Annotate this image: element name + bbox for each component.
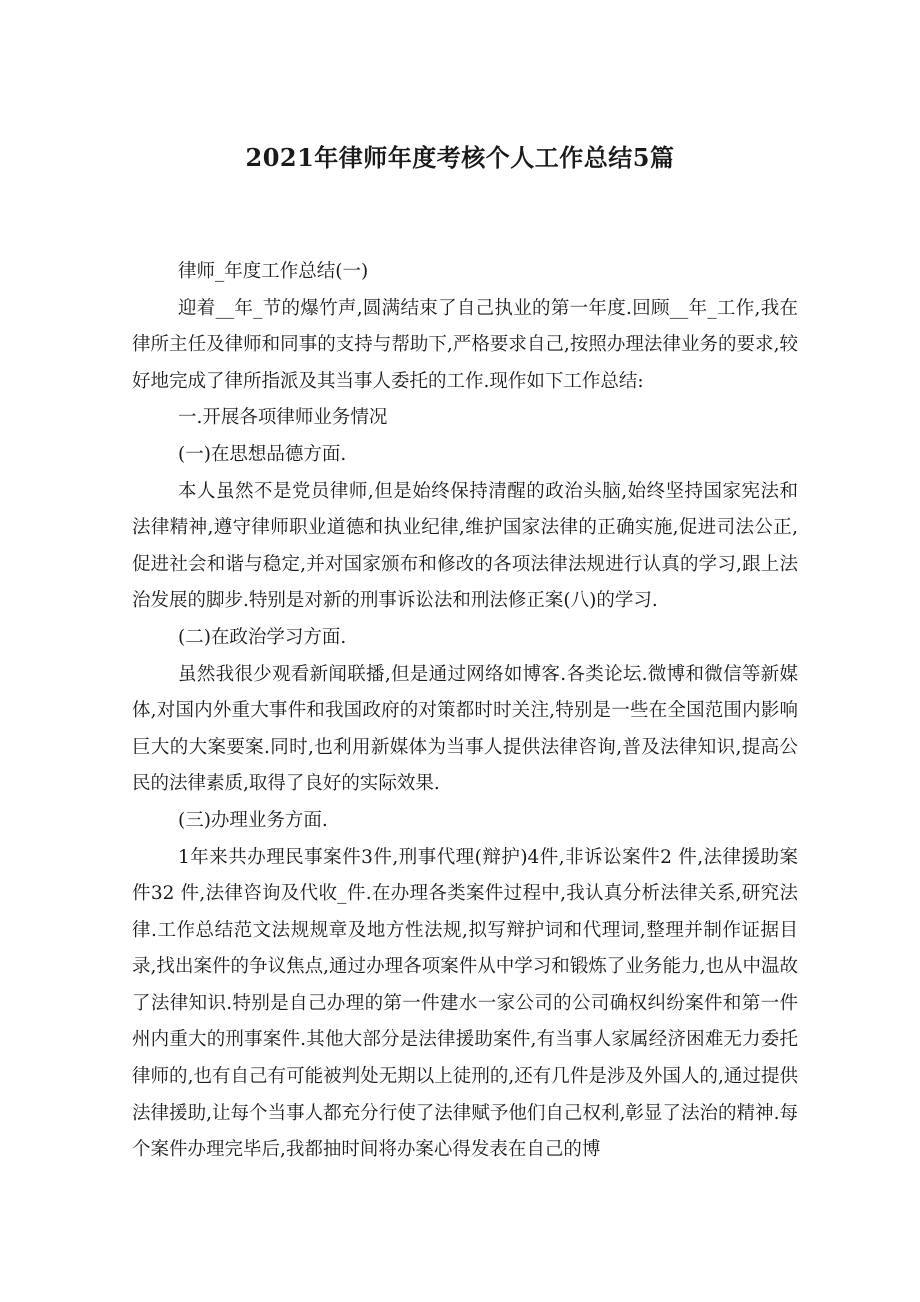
paragraph-intro: 迎着__年_节的爆竹声,圆满结束了自己执业的第一年度.回顾__年_工作,我在律所主任及律师和同事的支持与帮助下,严格要求自己,按照办理法律业务的要求,较好地完成了律所指派及其当事人委托的工作.现作如下工作总结: — [132, 297, 798, 392]
document-body — [132, 254, 798, 1169]
subheading-political: (二)在政治学习方面. — [178, 626, 347, 648]
subheading-moral: (一)在思想品德方面. — [178, 443, 347, 465]
paragraph-business: 1年来共办理民事案件3件,刑事代理(辩护)4件,非诉讼案件2 件,法律援助案件32 件,法律咨询及代收_件.在办理各类案件过程中,我认真分析法律关系,研究法律.工作总结范文法规规章及地方性法规,拟写辩护词和代理词,整理并制作证据目录,找出案件的争议焦点,通过办理各项案件从中学习和锻炼了业务能力,也从中温故了法律知识.特别是自己办理的第一件建水一家公司的公司确权纠纷案件和第一件州内重大的刑事案件.其他大部分是法律援助案件,有当事人家属经济困难无力委托律师的,也有自己有可能被判处无期以上徒刑的,还有几件是涉及外国人的,通过提供法律援助,让每个当事人都充分行使了法律赋予他们自己权利,彰显了法治的精神.每个案件办理完毕后,我都抽时间将办案心得发表在自己的博 — [132, 846, 798, 1161]
section-heading-business: 一.开展各项律师业务情况 — [178, 407, 388, 429]
paragraph-moral: 本人虽然不是党员律师,但是始终保持清醒的政治头脑,始终坚持国家宪法和法律精神,遵守律师职业道德和执业纪律,维护国家法律的正确实施,促进司法公正,促进社会和谐与稳定,并对国家颁布和修改的各项法律法规进行认真的学习,跟上法治发展的脚步.特别是对新的刑事诉讼法和刑法修正案(八)的学习. — [132, 480, 798, 612]
paragraph-political: 虽然我很少观看新闻联播,但是通过网络如博客.各类论坛.微博和微信等新媒体,对国内外重大事件和我国政府的对策都时时关注,特别是一些在全国范围内影响巨大的大案要案.同时,也利用新媒体为当事人提供法律咨询,普及法律知识,提高公民的法律素质,取得了良好的实际效果. — [132, 663, 798, 795]
subheading-business: (三)办理业务方面. — [178, 809, 328, 831]
section-heading-summary-one: 律师_年度工作总结(一) — [178, 261, 369, 282]
document-title: 2021年律师年度考核个人工作总结5篇 — [245, 143, 675, 172]
